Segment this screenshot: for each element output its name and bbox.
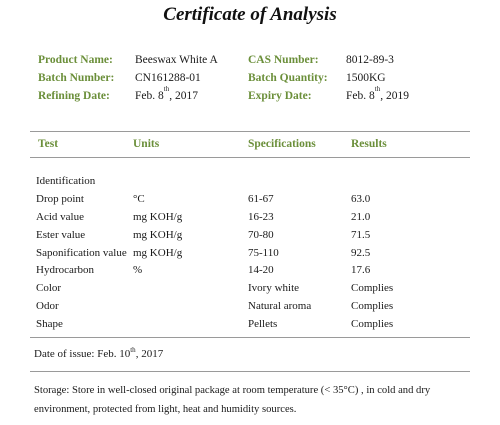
specification-cell: Ivory white (248, 282, 300, 295)
units-cell: °C (133, 192, 145, 205)
test-name-cell: Odor (36, 300, 59, 313)
test-name-cell: Shape (36, 318, 63, 331)
table-row (36, 173, 476, 191)
specification-cell: 61-67 (248, 192, 274, 205)
info-row-dates (38, 87, 478, 105)
table-row (36, 227, 476, 245)
table-row (36, 209, 476, 227)
specification-cell: Pellets (248, 318, 278, 331)
column-header-units: Units (133, 138, 160, 150)
table-row (36, 280, 476, 298)
test-name-cell: Saponification value (36, 246, 127, 259)
product-name-value: Beeswax White A (135, 54, 218, 66)
storage-divider (30, 371, 470, 372)
storage-note: Storage: Store in well-closed original package at room temperature (< 35°C) , in cold and dry environment, protected from light, heat and humidity sources. (34, 385, 431, 415)
test-name-cell: Ester value (36, 228, 86, 241)
column-header-specifications: Specifications (248, 138, 316, 150)
info-row-product (38, 51, 478, 69)
test-name-cell: Identification (36, 175, 96, 187)
date-of-issue: Date of issue: Feb. 10th, 2017 (34, 346, 164, 360)
result-cell: 71.5 (351, 228, 371, 241)
table-bottom-divider (30, 337, 470, 338)
table-row (36, 298, 476, 316)
result-cell: 21.0 (351, 210, 371, 223)
batch-quantity-value: 1500KG (346, 72, 386, 84)
test-name-cell: Color (36, 282, 62, 295)
specification-cell: 75-110 (248, 246, 279, 259)
results-table-header (38, 138, 478, 154)
header-top-divider (30, 131, 470, 132)
results-table-body (36, 173, 476, 334)
test-name-cell: Drop point (36, 192, 84, 205)
result-cell: Complies (351, 318, 394, 331)
units-cell: mg KOH/g (133, 228, 183, 241)
product-info-section (38, 51, 478, 105)
table-row (36, 262, 476, 280)
result-cell: 92.5 (351, 246, 371, 259)
column-header-results: Results (351, 138, 387, 150)
specification-cell: Natural aroma (248, 300, 312, 313)
expiry-date-value: Feb. 8th, 2019 (346, 85, 409, 102)
result-cell: 17.6 (351, 264, 371, 277)
units-cell: mg KOH/g (133, 210, 183, 223)
cas-number-value: 8012-89-3 (346, 54, 394, 66)
column-header-test: Test (38, 138, 59, 150)
document-title: Certificate of Analysis (163, 4, 337, 25)
refining-date-label: Refining Date: (38, 90, 110, 102)
header-bottom-divider (30, 157, 470, 158)
expiry-date-label: Expiry Date: (248, 90, 312, 102)
table-row (36, 316, 476, 334)
table-row (36, 245, 476, 263)
test-name-cell: Acid value (36, 210, 84, 223)
specification-cell: 16-23 (248, 210, 274, 223)
specification-cell: 70-80 (248, 228, 274, 241)
batch-number-value: CN161288-01 (135, 72, 201, 84)
product-name-label: Product Name: (38, 54, 113, 66)
batch-number-label: Batch Number: (38, 72, 115, 84)
specification-cell: 14-20 (248, 264, 274, 277)
units-cell: % (133, 264, 143, 277)
units-cell: mg KOH/g (133, 246, 183, 259)
result-cell: 63.0 (351, 192, 371, 205)
test-name-cell: Hydrocarbon (36, 264, 95, 277)
cas-number-label: CAS Number: (248, 54, 319, 66)
batch-quantity-label: Batch Quantity: (248, 72, 328, 84)
table-row (36, 191, 476, 209)
result-cell: Complies (351, 300, 394, 313)
refining-date-value: Feb. 8th, 2017 (135, 85, 198, 102)
info-row-batch (38, 69, 478, 87)
result-cell: Complies (351, 282, 394, 295)
